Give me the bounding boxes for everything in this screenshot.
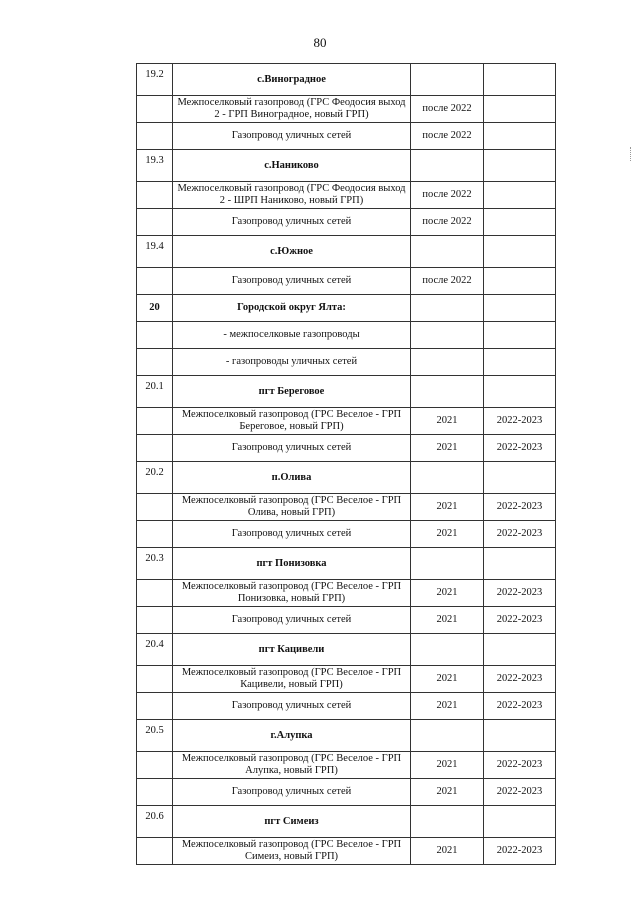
item-number-cell — [137, 123, 173, 150]
start-year-cell: 2021 — [411, 494, 484, 521]
section-row — [137, 462, 556, 494]
period-cell — [484, 209, 556, 236]
item-row — [137, 408, 556, 435]
section-row — [137, 376, 556, 408]
period-cell — [484, 376, 556, 408]
start-year-cell — [411, 462, 484, 494]
section-row — [137, 548, 556, 580]
section-title: п.Олива — [173, 462, 411, 494]
section-row — [137, 236, 556, 268]
period-cell — [484, 462, 556, 494]
section-number: 20.1 — [137, 376, 173, 408]
start-year-cell — [411, 548, 484, 580]
page-number: 80 — [313, 35, 327, 50]
item-number-cell — [137, 494, 173, 521]
start-year-cell: после 2022 — [411, 209, 484, 236]
item-row — [137, 779, 556, 806]
item-description: Межпоселковый газопровод (ГРС Веселое - ГРП Симеиз, новый ГРП) — [173, 838, 411, 865]
start-year-cell: 2021 — [411, 580, 484, 607]
item-row — [137, 182, 556, 209]
section-title: пгт Понизовка — [173, 548, 411, 580]
section-number: 19.3 — [137, 150, 173, 182]
section-title: с.Южное — [173, 236, 411, 268]
start-year-cell — [411, 64, 484, 96]
section-title: Городской округ Ялта: — [173, 295, 411, 322]
item-description: Межпоселковый газопровод (ГРС Веселое - ГРП Кацивели, новый ГРП) — [173, 666, 411, 693]
item-description: - газопроводы уличных сетей — [173, 349, 411, 376]
item-number-cell — [137, 838, 173, 865]
table-body — [137, 64, 556, 865]
period-cell: 2022-2023 — [484, 521, 556, 548]
item-description: Межпоселковый газопровод (ГРС Феодосия выход 2 - ГРП Виноградное, новый ГРП) — [173, 96, 411, 123]
start-year-cell: после 2022 — [411, 96, 484, 123]
item-row — [137, 322, 556, 349]
period-cell — [484, 96, 556, 123]
item-number-cell — [137, 666, 173, 693]
start-year-cell — [411, 295, 484, 322]
item-row — [137, 521, 556, 548]
item-number-cell — [137, 408, 173, 435]
period-cell — [484, 548, 556, 580]
item-description: Межпоселковый газопровод (ГРС Веселое - ГРП Олива, новый ГРП) — [173, 494, 411, 521]
start-year-cell — [411, 376, 484, 408]
start-year-cell — [411, 236, 484, 268]
section-number: 20.6 — [137, 806, 173, 838]
item-number-cell — [137, 693, 173, 720]
section-title: пгт Симеиз — [173, 806, 411, 838]
item-row — [137, 435, 556, 462]
period-cell: 2022-2023 — [484, 607, 556, 634]
start-year-cell: 2021 — [411, 408, 484, 435]
gas-pipeline-schedule-table — [136, 63, 556, 865]
start-year-cell — [411, 322, 484, 349]
item-row — [137, 123, 556, 150]
section-title: пгт Береговое — [173, 376, 411, 408]
item-row — [137, 494, 556, 521]
period-cell: 2022-2023 — [484, 580, 556, 607]
item-number-cell — [137, 182, 173, 209]
item-number-cell — [137, 435, 173, 462]
period-cell: 2022-2023 — [484, 666, 556, 693]
period-cell — [484, 322, 556, 349]
period-cell — [484, 634, 556, 666]
start-year-cell: 2021 — [411, 779, 484, 806]
period-cell — [484, 806, 556, 838]
item-row — [137, 607, 556, 634]
item-description: Межпоселковый газопровод (ГРС Веселое - ГРП Алупка, новый ГРП) — [173, 752, 411, 779]
period-cell: 2022-2023 — [484, 779, 556, 806]
period-cell: 2022-2023 — [484, 693, 556, 720]
start-year-cell: после 2022 — [411, 123, 484, 150]
item-row — [137, 838, 556, 865]
item-description: Газопровод уличных сетей — [173, 779, 411, 806]
start-year-cell: 2021 — [411, 607, 484, 634]
start-year-cell — [411, 150, 484, 182]
period-cell: 2022-2023 — [484, 408, 556, 435]
section-number: 20.2 — [137, 462, 173, 494]
start-year-cell — [411, 806, 484, 838]
section-number: 19.2 — [137, 64, 173, 96]
item-number-cell — [137, 322, 173, 349]
item-description: Газопровод уличных сетей — [173, 435, 411, 462]
item-number-cell — [137, 779, 173, 806]
period-cell: 2022-2023 — [484, 435, 556, 462]
section-row — [137, 64, 556, 96]
item-row — [137, 666, 556, 693]
start-year-cell: 2021 — [411, 435, 484, 462]
period-cell — [484, 182, 556, 209]
section-row — [137, 720, 556, 752]
section-title: с.Виноградное — [173, 64, 411, 96]
start-year-cell: 2021 — [411, 666, 484, 693]
item-number-cell — [137, 268, 173, 295]
period-cell — [484, 150, 556, 182]
item-number-cell — [137, 607, 173, 634]
item-description: Межпоселковый газопровод (ГРС Веселое - ГРП Понизовка, новый ГРП) — [173, 580, 411, 607]
period-cell — [484, 268, 556, 295]
period-cell — [484, 295, 556, 322]
margin-mark — [630, 147, 632, 161]
item-description: Газопровод уличных сетей — [173, 693, 411, 720]
period-cell: 2022-2023 — [484, 752, 556, 779]
period-cell — [484, 720, 556, 752]
start-year-cell: 2021 — [411, 752, 484, 779]
period-cell — [484, 123, 556, 150]
item-number-cell — [137, 96, 173, 123]
section-number: 19.4 — [137, 236, 173, 268]
period-cell — [484, 349, 556, 376]
section-title: пгт Кацивели — [173, 634, 411, 666]
start-year-cell — [411, 634, 484, 666]
item-row — [137, 268, 556, 295]
item-description: Межпоселковый газопровод (ГРС Феодосия выход 2 - ШРП Наниково, новый ГРП) — [173, 182, 411, 209]
item-number-cell — [137, 752, 173, 779]
item-number-cell — [137, 580, 173, 607]
period-cell: 2022-2023 — [484, 838, 556, 865]
start-year-cell: 2021 — [411, 838, 484, 865]
item-row — [137, 693, 556, 720]
item-description: - межпоселковые газопроводы — [173, 322, 411, 349]
start-year-cell — [411, 720, 484, 752]
item-description: Газопровод уличных сетей — [173, 209, 411, 236]
section-number: 20 — [137, 295, 173, 322]
start-year-cell: после 2022 — [411, 268, 484, 295]
section-title: с.Наниково — [173, 150, 411, 182]
item-description: Газопровод уличных сетей — [173, 521, 411, 548]
section-row — [137, 634, 556, 666]
item-description: Газопровод уличных сетей — [173, 123, 411, 150]
section-number: 20.5 — [137, 720, 173, 752]
start-year-cell — [411, 349, 484, 376]
section-title: г.Алупка — [173, 720, 411, 752]
section-row — [137, 806, 556, 838]
period-cell — [484, 64, 556, 96]
item-number-cell — [137, 349, 173, 376]
item-row — [137, 752, 556, 779]
item-row — [137, 209, 556, 236]
item-row — [137, 96, 556, 123]
section-row — [137, 295, 556, 322]
item-description: Межпоселковый газопровод (ГРС Веселое - ГРП Береговое, новый ГРП) — [173, 408, 411, 435]
section-number: 20.4 — [137, 634, 173, 666]
start-year-cell: 2021 — [411, 521, 484, 548]
start-year-cell: после 2022 — [411, 182, 484, 209]
start-year-cell: 2021 — [411, 693, 484, 720]
period-cell: 2022-2023 — [484, 494, 556, 521]
item-number-cell — [137, 209, 173, 236]
section-row — [137, 150, 556, 182]
item-description: Газопровод уличных сетей — [173, 607, 411, 634]
period-cell — [484, 236, 556, 268]
item-description: Газопровод уличных сетей — [173, 268, 411, 295]
item-row — [137, 580, 556, 607]
section-number: 20.3 — [137, 548, 173, 580]
item-row — [137, 349, 556, 376]
item-number-cell — [137, 521, 173, 548]
